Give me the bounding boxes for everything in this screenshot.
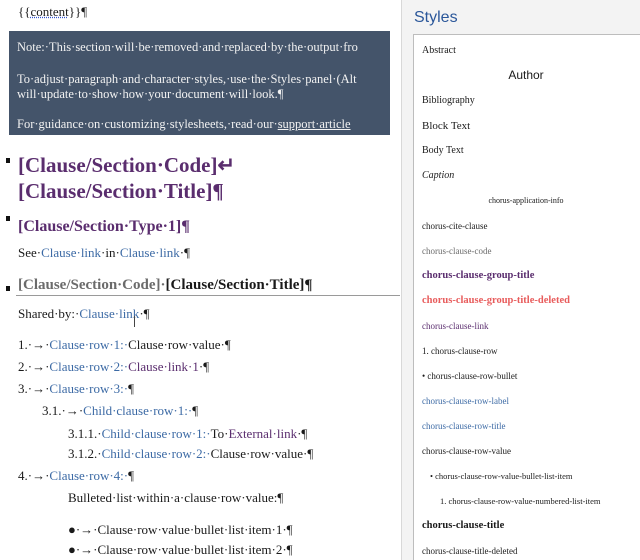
- style-chorus-clause-row-bullet[interactable]: • chorus-clause-row-bullet: [422, 371, 518, 381]
- pilcrow: ¶: [128, 468, 135, 483]
- row-number: 2.·→·: [18, 359, 50, 374]
- style-caption[interactable]: Caption: [422, 170, 455, 181]
- bulleted-list-intro[interactable]: Bulleted·list·within·a·clause·row·value:¶: [68, 490, 284, 505]
- row-value: Clause·row·value·¶: [128, 337, 231, 352]
- styles-pane-title: Styles: [414, 9, 458, 26]
- pilcrow: ¶: [81, 4, 88, 19]
- heading-clause-code[interactable]: [Clause/Section·Code]↵: [18, 153, 236, 177]
- style-chorus-clause-row-value-bullet-list-item[interactable]: • chorus-clause-row-value-bullet-list-item: [430, 471, 573, 481]
- bullet-list-item[interactable]: [68, 542, 293, 558]
- paragraph-mark-bullet: [6, 158, 10, 163]
- bullet-icon: ●·→·: [68, 522, 98, 537]
- style-chorus-clause-group-title-deleted[interactable]: chorus-clause-group-title-deleted: [422, 295, 570, 306]
- row-value: To·: [210, 426, 229, 441]
- in-text: ·in·: [101, 245, 120, 260]
- row-title: Clause·row·1:·: [49, 337, 129, 352]
- style-block-text[interactable]: Block Text: [422, 120, 471, 132]
- see-line[interactable]: [18, 245, 190, 261]
- external-link[interactable]: External·link: [228, 426, 298, 441]
- style-chorus-clause-row-value-numbered-list-item[interactable]: 1. chorus-clause-row-value-numbered-list-item: [440, 496, 601, 506]
- note-line-2: To·adjust·paragraph·and·character·styles,·use·the·Styles·panel·(Alt: [17, 72, 357, 86]
- heading-clause-group[interactable]: [18, 276, 313, 295]
- clause-link[interactable]: Clause·link: [41, 245, 102, 260]
- text-cursor-icon: [134, 316, 141, 327]
- bullet-text: Clause·row·value·bullet·list·item·2·¶: [97, 542, 293, 557]
- clause-row[interactable]: [18, 337, 231, 353]
- pilcrow: ·¶: [179, 245, 190, 260]
- row-number: 3.1.·→·: [42, 403, 84, 418]
- shared-by-label: Shared·by:·: [18, 306, 80, 321]
- row-number: 3.1.2.·: [68, 446, 102, 461]
- row-title: Clause·row·3:·: [49, 381, 129, 396]
- support-article-link[interactable]: support·article: [277, 117, 351, 131]
- style-chorus-clause-row-value[interactable]: chorus-clause-row-value: [422, 446, 511, 456]
- style-chorus-clause-group-title[interactable]: chorus-clause-group-title: [422, 270, 535, 281]
- bullet-list-item[interactable]: [68, 522, 293, 538]
- note-box[interactable]: [9, 31, 390, 135]
- clause-title: [Clause/Section·Title]¶: [165, 277, 313, 293]
- styles-list[interactable]: [413, 34, 640, 560]
- child-clause-row[interactable]: [68, 446, 313, 462]
- pilcrow: ¶: [128, 381, 135, 396]
- placeholder-open-braces: {{: [18, 4, 31, 19]
- row-title: Child·clause·row·2:·: [101, 446, 211, 461]
- see-text: See·: [18, 245, 42, 260]
- shared-by-line[interactable]: [18, 306, 150, 322]
- pilcrow: ·¶: [139, 306, 150, 321]
- style-chorus-clause-row-title[interactable]: chorus-clause-row-title: [422, 421, 506, 431]
- pilcrow: ·¶: [198, 359, 210, 374]
- child-clause-row[interactable]: [42, 403, 198, 419]
- style-abstract[interactable]: Abstract: [422, 45, 456, 56]
- clause-link[interactable]: Clause·link: [119, 245, 180, 260]
- style-author[interactable]: Author: [508, 68, 544, 82]
- style-chorus-clause-title-deleted[interactable]: chorus-clause-title-deleted: [422, 546, 518, 556]
- content-placeholder[interactable]: [18, 4, 87, 20]
- style-bibliography[interactable]: Bibliography: [422, 95, 475, 106]
- child-clause-row[interactable]: [68, 426, 307, 442]
- row-value: Clause·row·value·¶: [210, 446, 314, 461]
- placeholder-word: content: [30, 4, 69, 19]
- heading-clause-title[interactable]: [Clause/Section·Title]¶: [18, 179, 224, 203]
- row-title: Clause·row·4:·: [49, 468, 129, 483]
- separator: ·: [160, 277, 166, 293]
- pilcrow: ·¶: [297, 426, 308, 441]
- row-title: Clause·row·2:·: [49, 359, 129, 374]
- style-body-text[interactable]: Body Text: [422, 145, 464, 156]
- row-number: 3.·→·: [18, 381, 50, 396]
- paragraph-mark-bullet: [6, 286, 10, 291]
- style-chorus-application-info[interactable]: chorus-application-info: [488, 196, 564, 205]
- note-line-4: [17, 117, 351, 132]
- clause-link[interactable]: Clause·link: [79, 306, 140, 321]
- style-chorus-clause-row[interactable]: 1. chorus-clause-row: [422, 346, 498, 356]
- style-chorus-clause-row-label[interactable]: chorus-clause-row-label: [422, 396, 509, 406]
- row-number: 4.·→·: [18, 468, 50, 483]
- heading-divider: [16, 295, 400, 296]
- row-title: Child·clause·row·1:·: [83, 403, 193, 418]
- style-chorus-clause-code[interactable]: chorus-clause-code: [422, 246, 492, 256]
- bullet-icon: ●·→·: [68, 542, 98, 557]
- pilcrow: ¶: [192, 403, 199, 418]
- row-number: 3.1.1.·: [68, 426, 102, 441]
- placeholder-close-braces: }}: [68, 4, 82, 19]
- clause-row[interactable]: [18, 359, 209, 375]
- clause-row[interactable]: [18, 381, 134, 397]
- style-chorus-clause-link[interactable]: chorus-clause-link: [422, 321, 489, 331]
- style-chorus-clause-title[interactable]: chorus-clause-title: [422, 520, 505, 531]
- styles-pane: [401, 0, 640, 560]
- clause-code: [Clause/Section·Code]: [18, 277, 161, 293]
- row-title: Child·clause·row·1:·: [101, 426, 211, 441]
- note-line-1: Note:·This·section·will·be·removed·and·replaced·by·the·output·fro: [17, 40, 358, 54]
- style-chorus-cite-clause[interactable]: chorus-cite-clause: [422, 221, 488, 231]
- paragraph-mark-bullet: [6, 216, 10, 221]
- clause-row[interactable]: [18, 468, 134, 484]
- note-line-4-text: For·guidance·on·customizing·stylesheets,·read·our·: [17, 117, 278, 131]
- bullet-text: Clause·row·value·bullet·list·item·1·¶: [97, 522, 293, 537]
- row-number: 1.·→·: [18, 337, 50, 352]
- heading-clause-type[interactable]: [Clause/Section·Type·1]¶: [18, 218, 190, 235]
- note-line-3: will·update·to·show·how·your·document·will·look.¶: [17, 87, 284, 101]
- clause-link[interactable]: Clause·link·1: [128, 359, 199, 374]
